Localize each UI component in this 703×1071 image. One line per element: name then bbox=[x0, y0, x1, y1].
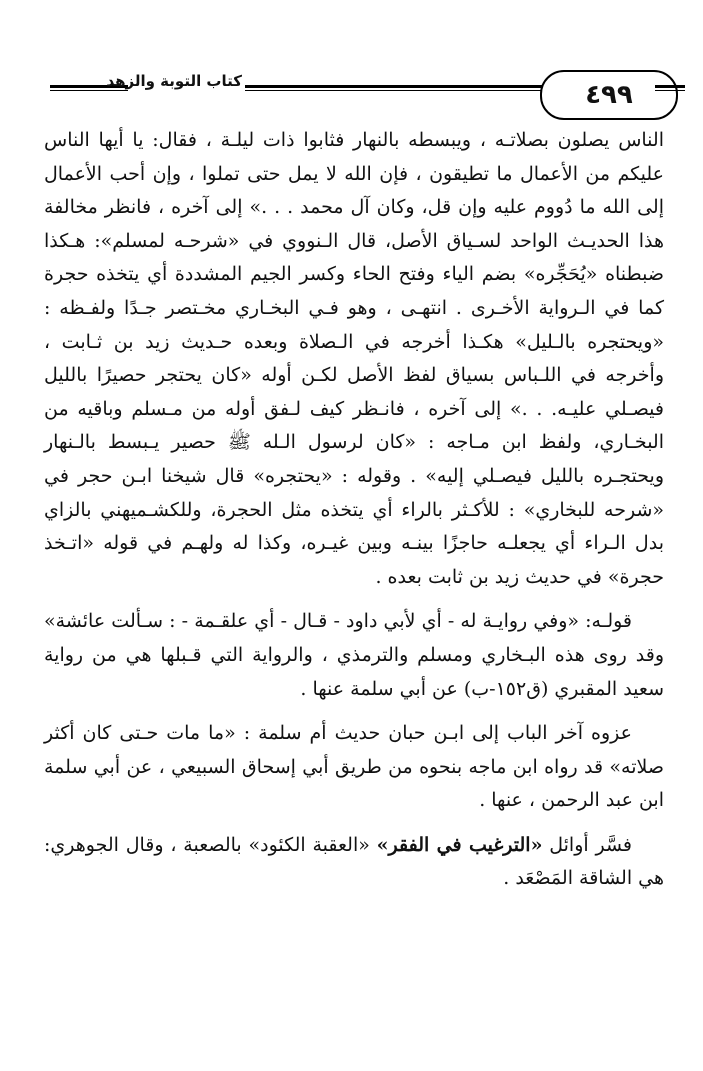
paragraph-4-lead: فسَّر أوائل bbox=[542, 833, 632, 856]
paragraph-1: الناس يصلون بصلاتـه ، ويبسطه بالنهار فثابوا ذات ليلـة ، فقال: يا أيها الناس عليكم من الأعمال ما تطيقون ، فإن الله لا يمل حتى تملوا ، وإن أحب الأعمال إلى الله ما دُووم عليه وإن قل، وكان آل محمد . . .» إلى آخره ، فانظر مخالفة هذا الحديـث الواحد لسـياق الأصل، قال الـنووي في «شرحـه لمسلم»: هـكذا ضبطناه «يُحَجِّره» بضم الياء وفتح الحاء وكسر الجيم المشددة أي يتخذه حجرة كما في الـرواية الأخـرى . انتهـى ، وهو فـي البخـاري مخـتصر جـدًا ولفـظه : «ويحتجره بالـليل» هكـذا أخرجه في الـصلاة وبعده حـديث زيد بن ثـابت ، وأخرجه في اللـباس بسياق لفظ الأصل لكـن أوله «كان يحتجر حصيرًا بالليل فيصـلي عليـه. . .» إلى آخره ، فانـظر كيف لـفق أوله من مـسلم وباقيه من البخـاري، ولفظ ابن مـاجه : «كان لرسول الـله ﷺ حصير يـبسط بالـنهار ويحتجـره بالليل فيصـلي إليه» . وقوله : «يحتجره» قال شيخنا ابـن حجر في «شرحه للبخاري» : للأكـثر بالراء أي يتخذه مثل الحجرة، وللكشـميهني بالزاي بدل الـراء أي يجعلـه حاجزًا بينـه وبين غيـره، وكذا له ولهـم في قوله «اتـخذ حجرة» في حديث زيد بن ثابت بعده . bbox=[44, 129, 664, 588]
header-rule-middle bbox=[245, 85, 575, 91]
running-title: كتاب التوبة والزهد bbox=[106, 72, 242, 90]
page-number: ٤٩٩ bbox=[540, 70, 678, 120]
page-header bbox=[50, 70, 670, 122]
paragraph-4 bbox=[44, 829, 664, 896]
header-rule-right bbox=[655, 85, 685, 91]
paragraph-2: قولـه: «وفي روايـة له - أي لأبي داود - قـال - أي علقـمة - : سـألت عائشة» وقد روى هذه البـخاري ومسلم والترمذي ، والرواية التي قـبلها هي من رواية سعيد المقبري (ق١٥٢-ب) عن أبي سلمة عنها . bbox=[44, 610, 664, 700]
book-title-reference: «الترغيب في الفقر» bbox=[376, 833, 543, 856]
page-body bbox=[44, 124, 664, 896]
paragraph-3: عزوه آخر الباب إلى ابـن حبان حديث أم سلمة : «ما مات حـتى كان أكثر صلاته» قد رواه ابن ماجه بنحوه من طريق أبي إسحاق السبيعي ، عن أبي سلمة ابن عبد الرحمن ، عنها . bbox=[44, 722, 664, 812]
paragraph-4-rest: «العقبة الكئود» بالصعبة ، وقال الجوهري: هي الشاقة المَصْعَد . bbox=[44, 833, 664, 890]
